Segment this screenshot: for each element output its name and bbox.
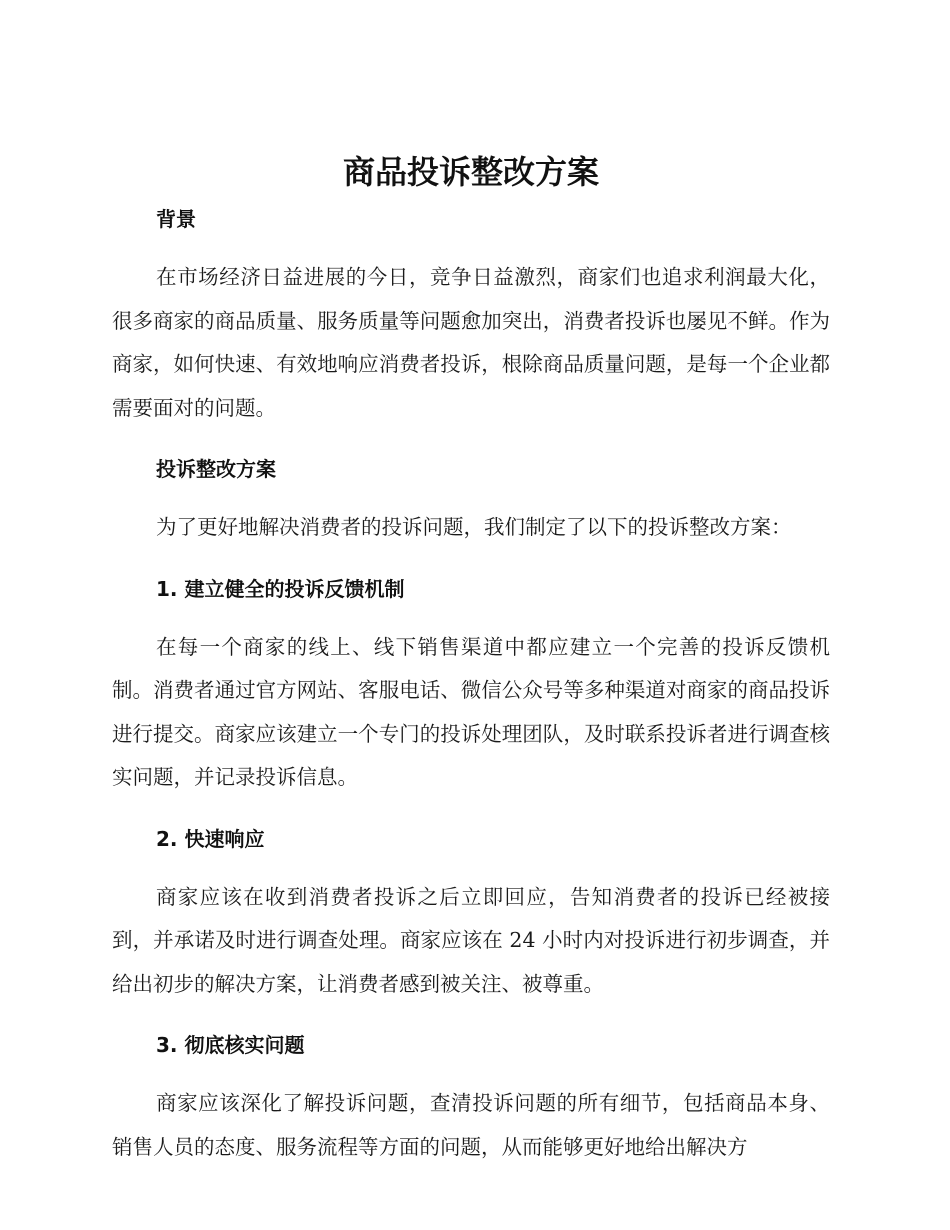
section-heading-item3: 3. 彻底核实问题: [156, 1033, 305, 1057]
paragraph-item3: 商家应该深化了解投诉问题，查清投诉问题的所有细节，包括商品本身、销售人员的态度、服务流程等方面的问题，从而能够更好地给出解决方: [112, 1091, 830, 1159]
spacer: [112, 800, 830, 824]
paragraph-item1: 在每一个商家的线上、线下销售渠道中都应建立一个完善的投诉反馈机制。消费者通过官方网站、客服电话、微信公众号等多种渠道对商家的商品投诉进行提交。商家应该建立一个专门的投诉处理团队，及时联系投诉者进行调查核实问题，并记录投诉信息。: [112, 634, 830, 789]
spacer: [112, 234, 830, 256]
spacer: [112, 1006, 830, 1030]
section-heading-item1: 1. 建立健全的投诉反馈机制: [156, 576, 405, 601]
section-heading-item2: 2. 快速响应: [156, 826, 265, 851]
paragraph-item2: 商家应该在收到消费者投诉之后立即回应，告知消费者的投诉已经被接到，并承诺及时进行调查处理。商家应该在 24 小时内对投诉进行初步调查，并给出初步的解决方案，让消费者感到被关注、被尊重。: [112, 884, 830, 996]
spacer: [112, 550, 830, 574]
spacer: [112, 854, 830, 876]
spacer: [112, 484, 830, 506]
spacer: [112, 604, 830, 626]
spacer: [112, 1060, 830, 1082]
section-heading-background: 背景: [156, 207, 196, 231]
spacer: [112, 430, 830, 454]
section-heading-plan: 投诉整改方案: [156, 457, 276, 481]
document-body: [112, 150, 830, 1169]
paragraph-plan: 为了更好地解决消费者的投诉问题，我们制定了以下的投诉整改方案：: [156, 515, 792, 539]
page-title: 商品投诉整改方案: [342, 153, 599, 191]
paragraph-background: 在市场经济日益进展的今日，竞争日益激烈，商家们也追求利润最大化，很多商家的商品质量、服务质量等问题愈加突出，消费者投诉也屡见不鲜。作为商家，如何快速、有效地响应消费者投诉，根除商品质量问题，是每一个企业都需要面对的问题。: [112, 265, 830, 420]
